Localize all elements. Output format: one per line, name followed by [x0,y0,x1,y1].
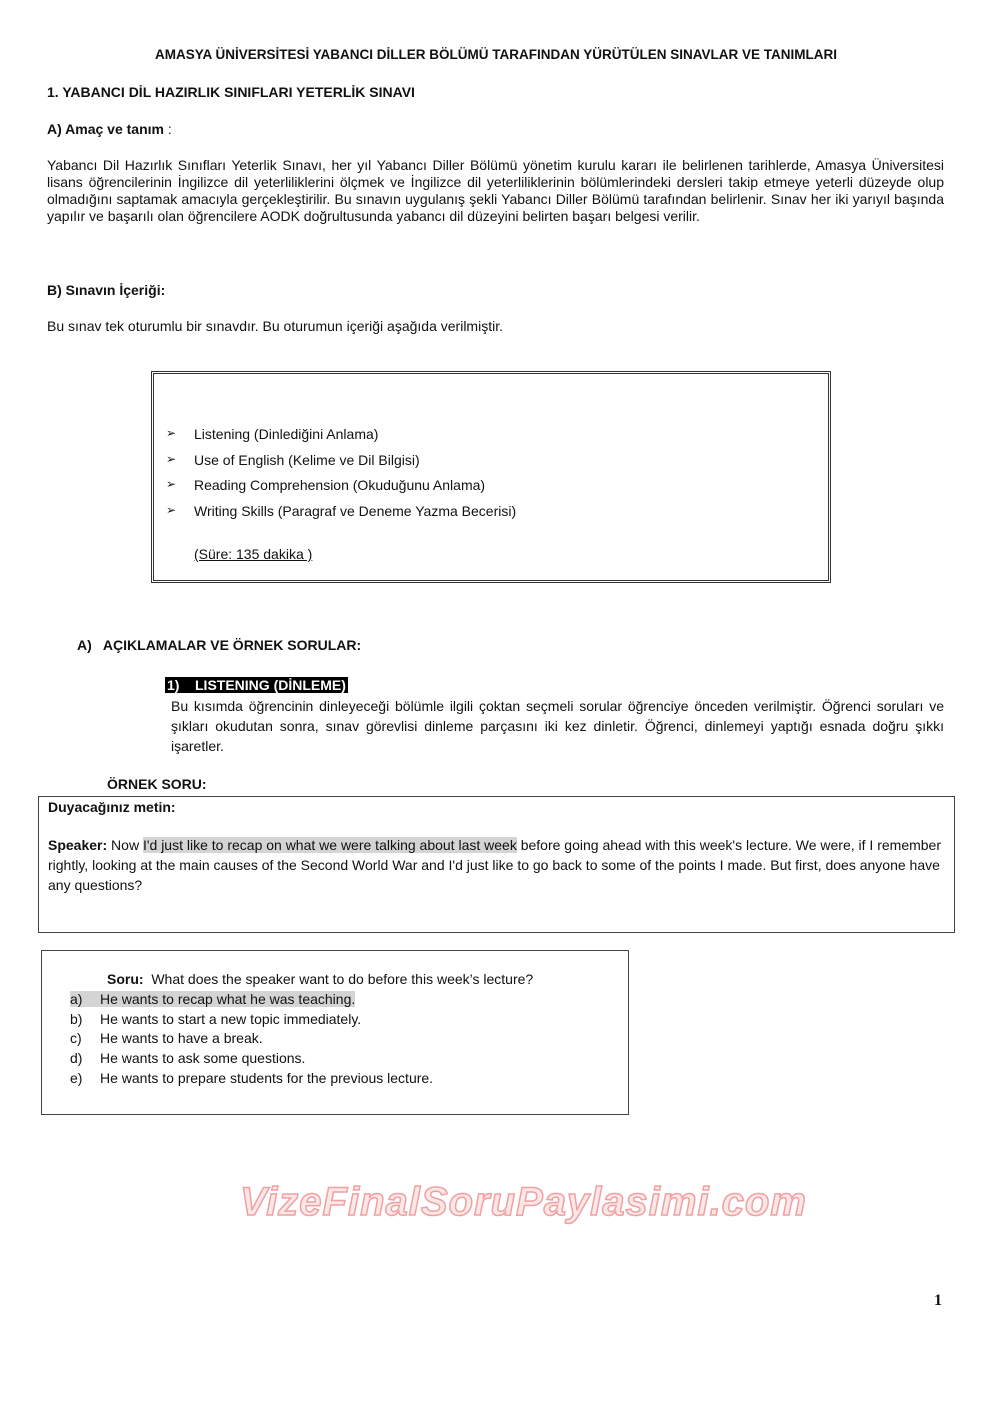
colon: : [163,121,172,137]
option-d [70,1050,305,1066]
list-item-text: Use of English (Kelime ve Dil Bilgisi) [194,452,420,468]
list-item-text: Reading Comprehension (Okuduğunu Anlama) [194,477,486,493]
option-letter: e) [70,1070,83,1086]
purpose-heading-text: A) Amaç ve tanım [47,121,164,137]
option-e [70,1070,433,1086]
explanations-heading: A) AÇIKLAMALAR VE ÖRNEK SORULAR: [77,637,362,653]
transcript-label: Duyacağınız metin: [48,799,176,815]
speaker-text-post: before going ahead with this week's lecture. We were, if I remember rightly, looking at the main causes of the Second World War and I'd just like to go back to some of the points I made. But first, does anyone have any questions? [48,837,941,893]
option-a [70,991,355,1007]
transcript-box [38,796,955,933]
option-letter: a) [70,991,83,1007]
speaker-text [48,835,943,895]
content-paragraph: Bu sınav tek oturumlu bir sınavdır. Bu oturumun içeriği aşağıda verilmiştir. [47,318,503,334]
list-item [166,452,420,468]
content-heading: B) Sınavın İçeriği: [47,282,166,298]
listening-paragraph: Bu kısımda öğrencinin dinleyeceği bölümle ilgili çoktan seçmeli sorular öğrenciye önceden verilmiştir. Öğrenci soruları ve şıkları okudutan sonra, sınav görevlisi dinleme parçasını iki kez dinletir. Öğrenci, dinlemeyi yaptığı esnada doğru şıkkı işaretler. [171,698,944,754]
document-title: AMASYA ÜNİVERSİTESİ YABANCI DİLLER BÖLÜMÜ TARAFINDAN YÜRÜTÜLEN SINAVLAR VE TANIMLARI [154,47,838,62]
purpose-paragraph: Yabancı Dil Hazırlık Sınıfları Yeterlik Sınavı, her yıl Yabancı Diller Bölümü yönetim kurulu kararı ile belirlenen tarihlerde, Amasya Üniversitesi lisans öğrencilerinin İngilizce dil yeterliliklerini ölçmek ve İngilizce dil yeterliliklerinin bölümlerindeki dersleri takip etmeye yeterli düzeyde olup olmadığını saptamak amacıyla gerçekleştirilir. Bu sınavın uygulanış şekli Yabancı Diller Bölümü tarafından belirlenir. Sınav her iki yarıyıl başında yapılır ve başarılı olan öğrencilere AODK doğrultusunda yabancı dil düzeyini belirten başarı belgesi verilir. [47,157,944,224]
question-box [41,950,629,1115]
arrow-bullet-icon: ➢ [166,426,177,440]
speaker-text-pre: Now [107,837,143,853]
page-number: 1 [934,1292,942,1309]
question [107,971,533,987]
highlighted-text: I'd just like to recap on what we were talking about last week [142,837,517,853]
purpose-heading [47,121,172,137]
list-item [166,477,486,493]
list-item [166,503,517,519]
option-letter: d) [70,1050,83,1066]
content-box [151,371,831,583]
list-item-text: Listening (Dinlediğini Anlama) [194,426,379,442]
arrow-bullet-icon: ➢ [166,452,177,466]
watermark: VizeFinalSoruPaylasimi.com [240,1180,807,1224]
speaker-label: Speaker: [48,837,108,853]
list-item [166,426,379,442]
arrow-bullet-icon: ➢ [166,477,177,491]
list-item-text: Writing Skills (Paragraf ve Deneme Yazma Becerisi) [194,503,517,519]
option-letter: b) [70,1011,83,1027]
option-text: He wants to recap what he was teaching. [100,991,356,1007]
section-heading: 1. YABANCI DİL HAZIRLIK SINIFLARI YETERLİK SINAVI [47,84,415,100]
option-c [70,1030,263,1046]
option-text: He wants to prepare students for the previous lecture. [100,1070,434,1086]
option-text: He wants to have a break. [100,1030,263,1046]
option-text: He wants to ask some questions. [100,1050,306,1066]
option-text: He wants to start a new topic immediately. [100,1011,362,1027]
duration: (Süre: 135 dakika ) [194,546,313,562]
option-b [70,1011,361,1027]
arrow-bullet-icon: ➢ [166,503,177,517]
example-label: ÖRNEK SORU: [107,776,207,792]
question-text: What does the speaker want to do before this week’s lecture? [143,971,534,987]
listening-heading: 1) LISTENING (DİNLEME) [167,677,346,693]
question-label: Soru: [107,971,144,987]
option-letter: c) [70,1030,82,1046]
